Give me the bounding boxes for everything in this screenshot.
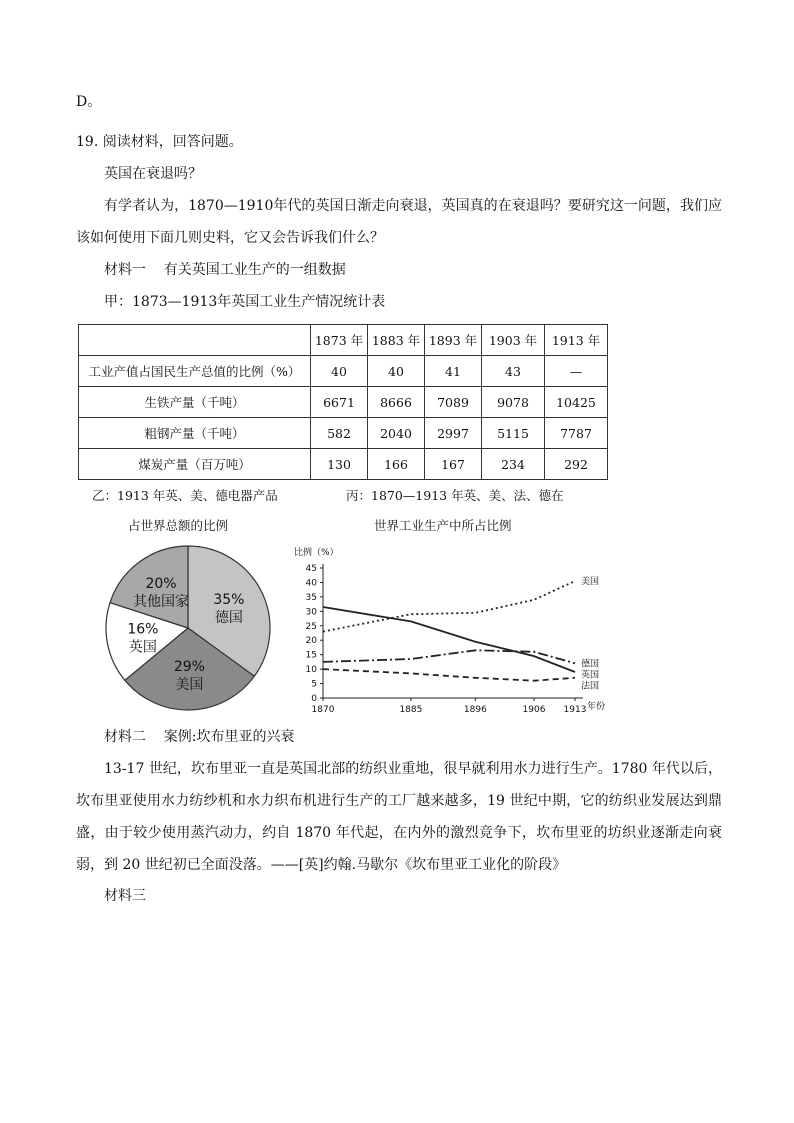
year-header: 1893 年 <box>425 325 482 356</box>
row-label: 煤炭产量（百万吨） <box>79 449 311 480</box>
industry-stats-table <box>78 324 608 480</box>
table-cell: 2040 <box>368 418 425 449</box>
table-caption: 甲：1873—1913年英国工业生产情况统计表 <box>104 294 386 310</box>
table-row <box>79 418 608 449</box>
year-header: 1883 年 <box>368 325 425 356</box>
y-tick-label: 45 <box>305 564 317 574</box>
y-tick-label: 25 <box>305 621 317 632</box>
pie-slice-label: 英国 <box>128 639 157 656</box>
row-label: 粗钢产量（千吨） <box>79 418 311 449</box>
table-cell: 166 <box>368 449 425 480</box>
table-cell: 292 <box>545 449 608 480</box>
x-axis-label: 年份 <box>587 702 606 712</box>
material2-text: 13-17 世纪，坎布里亚一直是英国北部的纺织业重地，很早就利用水力进行生产。1780 年代以后，坎布里亚使用水力纺纱机和水力织布机进行生产的工厂越来越多，19 世纪中期，它的纺织业发展达到鼎盛，由于较少使用蒸汽动力，约自 1870 年代起，在内外的激烈竞争下，坎布里亚的坊织业逐渐走向衰弱，到 20 世纪初已全面没落。——[英]约翰.马歇尔《坎布里亚工业化的阶段》 <box>76 761 722 873</box>
y-tick-label: 20 <box>305 636 317 647</box>
line-chart <box>290 540 620 720</box>
table-cell: 8666 <box>368 387 425 418</box>
year-header: 1903 年 <box>482 325 545 356</box>
table-cell: 40 <box>311 356 368 387</box>
line-caption-line1: 丙：1870—1913 年英、美、法、德在 <box>346 488 564 503</box>
table-cell: 5115 <box>482 418 545 449</box>
y-axis-label: 比例（%） <box>294 548 339 558</box>
year-header: 1913 年 <box>545 325 608 356</box>
previous-answer: D。 <box>76 94 102 110</box>
material2-label: 材料二 案例:坎布里亚的兴衰 <box>104 729 295 745</box>
table-cell: 9078 <box>482 387 545 418</box>
series-line-英国 <box>323 607 575 672</box>
pie-slice-percent: 35% <box>213 592 245 609</box>
series-line-美国 <box>323 581 575 632</box>
pie-caption-line2: 占世界总额的比例 <box>128 518 229 533</box>
row-label: 生铁产量（千吨） <box>79 387 311 418</box>
table-cell: 582 <box>311 418 368 449</box>
y-tick-label: 30 <box>305 607 317 618</box>
pie-slice-percent: 16% <box>127 621 159 638</box>
line-caption-line2: 世界工业生产中所占比例 <box>374 518 512 533</box>
pie-slice-percent: 20% <box>145 575 177 592</box>
table-cell: 10425 <box>545 387 608 418</box>
y-tick-label: 10 <box>305 665 317 676</box>
x-tick-label: 1885 <box>399 705 423 715</box>
table-cell: 6671 <box>311 387 368 418</box>
table-row <box>79 449 608 480</box>
y-tick-label: 0 <box>311 694 317 704</box>
question-heading: 19. 阅读材料，回答问题。 <box>76 134 243 150</box>
row-label: 工业产值占国民生产总值的比例（%） <box>79 356 311 387</box>
table-cell: 167 <box>425 449 482 480</box>
series-label: 德国 <box>581 659 600 670</box>
table-cell: 2997 <box>425 418 482 449</box>
series-line-法国 <box>323 669 575 681</box>
pie-chart <box>96 538 280 718</box>
x-tick-label: 1896 <box>463 705 487 715</box>
pie-slice-label: 其他国家 <box>133 593 189 610</box>
pie-caption-line1: 乙：1913 年英、美、德电器产品 <box>92 488 278 503</box>
table-corner-cell <box>79 325 311 356</box>
table-row <box>79 387 608 418</box>
material3-label: 材料三 <box>104 888 146 904</box>
y-tick-label: 40 <box>305 578 317 589</box>
y-tick-label: 15 <box>305 650 317 661</box>
year-header: 1873 年 <box>311 325 368 356</box>
table-cell: 40 <box>368 356 425 387</box>
table-cell: 43 <box>482 356 545 387</box>
pie-slice-label: 德国 <box>214 610 243 627</box>
table-cell: 7787 <box>545 418 608 449</box>
table-cell: 234 <box>482 449 545 480</box>
pie-slice-percent: 29% <box>173 658 205 675</box>
x-tick-label: 1870 <box>311 705 335 715</box>
series-label: 美国 <box>581 577 600 587</box>
y-tick-label: 5 <box>311 679 317 690</box>
material1-label: 材料一 有关英国工业生产的一组数据 <box>104 262 346 278</box>
series-label: 英国 <box>581 670 600 681</box>
y-tick-label: 35 <box>305 592 317 603</box>
x-tick-label: 1913 <box>563 705 587 715</box>
question-intro: 有学者认为，1870—1910年代的英国日渐走向衰退，英国真的在衰退吗？要研究这一问题，我们应该如何使用下面几则史料，它又会告诉我们什么？ <box>76 198 722 246</box>
table-header-row <box>79 325 608 356</box>
table-cell: 41 <box>425 356 482 387</box>
table-cell: — <box>545 356 608 387</box>
x-tick-label: 1906 <box>522 705 546 715</box>
table-cell: 7089 <box>425 387 482 418</box>
question-title: 英国在衰退吗？ <box>104 166 202 182</box>
pie-slice-label: 美国 <box>175 676 204 693</box>
table-cell: 130 <box>311 449 368 480</box>
series-label: 法国 <box>581 681 600 692</box>
table-row <box>79 356 608 387</box>
